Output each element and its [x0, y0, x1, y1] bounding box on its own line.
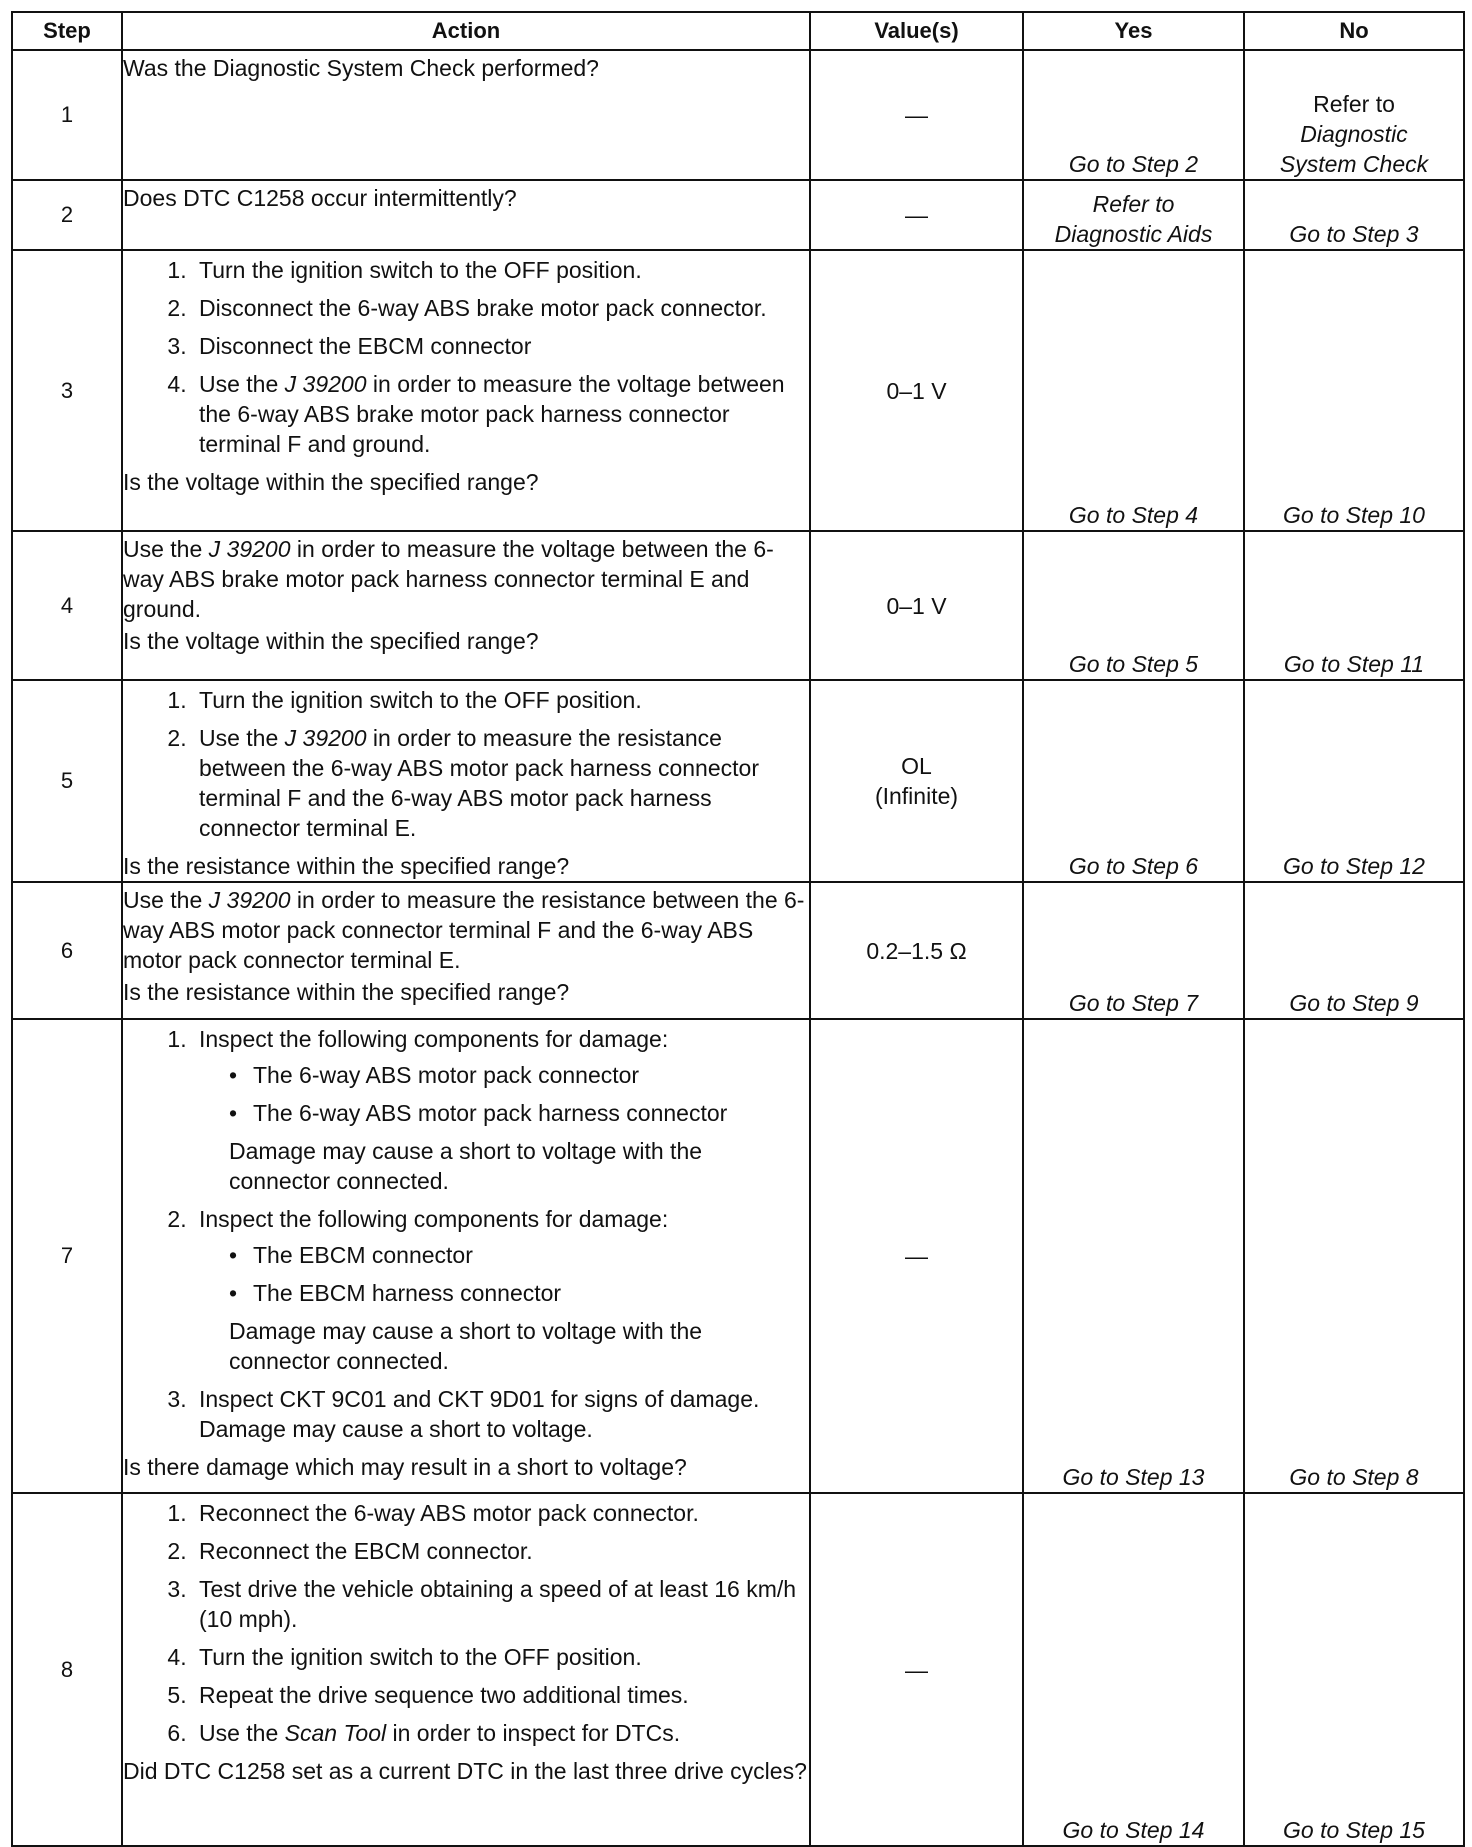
substep-text: Use the: [199, 1720, 285, 1746]
yes-line: Refer to: [1092, 191, 1175, 217]
bullet-list: [199, 1060, 809, 1128]
substep-note: Damage may cause a short to voltage with the connector connected.: [229, 1138, 703, 1194]
tool-name: J 39200: [284, 371, 367, 397]
substep: 3. Test drive the vehicle obtaining a speed of at least 16 km/h (10 mph).: [193, 1574, 809, 1634]
action-question: Is the voltage within the specified range?: [123, 469, 539, 495]
yes-cell: [1023, 180, 1244, 250]
value-cell: 0–1 V: [810, 531, 1023, 680]
bullet-item: • The 6-way ABS motor pack connector: [229, 1060, 809, 1090]
substep-text: in order to inspect for DTCs.: [386, 1720, 681, 1746]
step-number: 4: [12, 531, 122, 680]
substep: 1. Turn the ignition switch to the OFF position.: [193, 255, 809, 285]
yes-cell: Go to Step 13: [1023, 1019, 1244, 1493]
action-question: Is there damage which may result in a short to voltage?: [123, 1454, 687, 1480]
substep: [193, 723, 809, 843]
substep-text: Inspect the following components for damage:: [199, 1206, 669, 1232]
value-cell: [810, 680, 1023, 882]
no-cell: Go to Step 9: [1244, 882, 1464, 1019]
action-text: [123, 532, 809, 624]
step-number: 5: [12, 680, 122, 882]
no-line: System Check: [1279, 151, 1429, 177]
table-row: [12, 531, 1464, 680]
substep-list: [123, 685, 809, 843]
value-line: (Infinite): [874, 783, 959, 809]
substep-list: [123, 1024, 809, 1444]
table-row: [12, 50, 1464, 180]
value-cell: 0–1 V: [810, 250, 1023, 531]
substep-note: Damage may cause a short to voltage with the connector connected.: [229, 1318, 703, 1374]
step-number: 3: [12, 250, 122, 531]
value-cell: —: [810, 1019, 1023, 1493]
action-text-part: in order to measure the resistance between the 6-way ABS motor pack connector terminal F and the 6-way ABS motor pack connector terminal E.: [123, 887, 805, 973]
value-cell: —: [810, 50, 1023, 180]
action-cell: [122, 1493, 810, 1846]
yes-line: Diagnostic Aids: [1054, 221, 1213, 247]
action-cell: [122, 50, 810, 180]
action-text: Does DTC C1258 occur intermittently?: [123, 185, 517, 211]
substep: 1. Reconnect the 6-way ABS motor pack connector.: [193, 1498, 809, 1528]
action-cell: [122, 1019, 810, 1493]
substep: [193, 1204, 809, 1376]
substep: 3. Inspect CKT 9C01 and CKT 9D01 for signs of damage. Damage may cause a short to voltage.: [193, 1384, 809, 1444]
substep: 2. Reconnect the EBCM connector.: [193, 1536, 809, 1566]
action-text: [123, 883, 809, 975]
no-line: Refer to: [1313, 91, 1395, 117]
action-cell: [122, 531, 810, 680]
header-row: [12, 12, 1464, 50]
table-row: [12, 882, 1464, 1019]
no-line: Diagnostic: [1300, 121, 1408, 147]
substep: 2. Disconnect the 6-way ABS brake motor pack connector.: [193, 293, 809, 323]
substep: [193, 369, 809, 459]
yes-cell: Go to Step 6: [1023, 680, 1244, 882]
value-cell: —: [810, 1493, 1023, 1846]
step-number: 2: [12, 180, 122, 250]
substep: 4. Turn the ignition switch to the OFF position.: [193, 1642, 809, 1672]
tool-name: J 39200: [284, 725, 367, 751]
bullet-item: • The EBCM connector: [229, 1240, 809, 1270]
table-row: [12, 1019, 1464, 1493]
header-values: Value(s): [810, 12, 1023, 50]
action-cell: [122, 250, 810, 531]
substep-text: Use the: [199, 725, 285, 751]
action-cell: [122, 882, 810, 1019]
header-step: Step: [12, 12, 122, 50]
table-row: [12, 680, 1464, 882]
tool-name: J 39200: [208, 536, 291, 562]
no-cell: Go to Step 12: [1244, 680, 1464, 882]
value-cell: 0.2–1.5 Ω: [810, 882, 1023, 1019]
bullet-list: [199, 1240, 809, 1308]
header-no: No: [1244, 12, 1464, 50]
substep-list: [123, 1498, 809, 1748]
table-row: [12, 1493, 1464, 1846]
yes-cell: Go to Step 7: [1023, 882, 1244, 1019]
substep: 3. Disconnect the EBCM connector: [193, 331, 809, 361]
substep: [193, 1024, 809, 1196]
action-question: Is the voltage within the specified range?: [123, 628, 539, 654]
no-cell: Go to Step 3: [1244, 180, 1464, 250]
table-row: [12, 250, 1464, 531]
yes-cell: Go to Step 2: [1023, 50, 1244, 180]
yes-cell: Go to Step 5: [1023, 531, 1244, 680]
step-number: 8: [12, 1493, 122, 1846]
substep: 5. Repeat the drive sequence two additional times.: [193, 1680, 809, 1710]
step-number: 1: [12, 50, 122, 180]
no-cell: Go to Step 11: [1244, 531, 1464, 680]
action-text-part: in order to measure the voltage between the 6-way ABS brake motor pack harness connector terminal E and ground.: [123, 536, 774, 622]
substep: [193, 1718, 809, 1748]
bullet-item: • The 6-way ABS motor pack harness connector: [229, 1098, 809, 1128]
diagnostic-table: [11, 11, 1465, 1847]
header-yes: Yes: [1023, 12, 1244, 50]
action-cell: [122, 180, 810, 250]
substep: 1. Turn the ignition switch to the OFF position.: [193, 685, 809, 715]
yes-cell: Go to Step 4: [1023, 250, 1244, 531]
action-question: Is the resistance within the specified range?: [123, 853, 570, 879]
tool-name: J 39200: [208, 887, 291, 913]
no-cell: Go to Step 15: [1244, 1493, 1464, 1846]
action-text-part: Use the: [123, 536, 209, 562]
bullet-item: • The EBCM harness connector: [229, 1278, 809, 1308]
tool-name: Scan Tool: [284, 1720, 387, 1746]
substep-text: Use the: [199, 371, 285, 397]
yes-cell: Go to Step 14: [1023, 1493, 1244, 1846]
substep-text: Inspect the following components for damage:: [199, 1026, 669, 1052]
substep-list: [123, 255, 809, 459]
value-cell: —: [810, 180, 1023, 250]
step-number: 7: [12, 1019, 122, 1493]
value-line: OL: [901, 753, 932, 779]
action-text: Was the Diagnostic System Check performed?: [123, 55, 599, 81]
table-row: [12, 180, 1464, 250]
action-question: Is the resistance within the specified range?: [123, 979, 570, 1005]
action-cell: [122, 680, 810, 882]
step-number: 6: [12, 882, 122, 1019]
substep-text: in order to measure the resistance between the 6-way ABS motor pack harness connector terminal F and the 6-way ABS motor pack harness connector terminal E.: [199, 725, 759, 841]
no-cell: Go to Step 8: [1244, 1019, 1464, 1493]
header-action: Action: [122, 12, 810, 50]
substep-text: in order to measure the voltage between the 6-way ABS brake motor pack harness connector terminal F and ground.: [199, 371, 785, 457]
action-text-part: Use the: [123, 887, 209, 913]
no-cell: Go to Step 10: [1244, 250, 1464, 531]
action-question: Did DTC C1258 set as a current DTC in the last three drive cycles?: [123, 1758, 807, 1784]
no-cell: [1244, 50, 1464, 180]
